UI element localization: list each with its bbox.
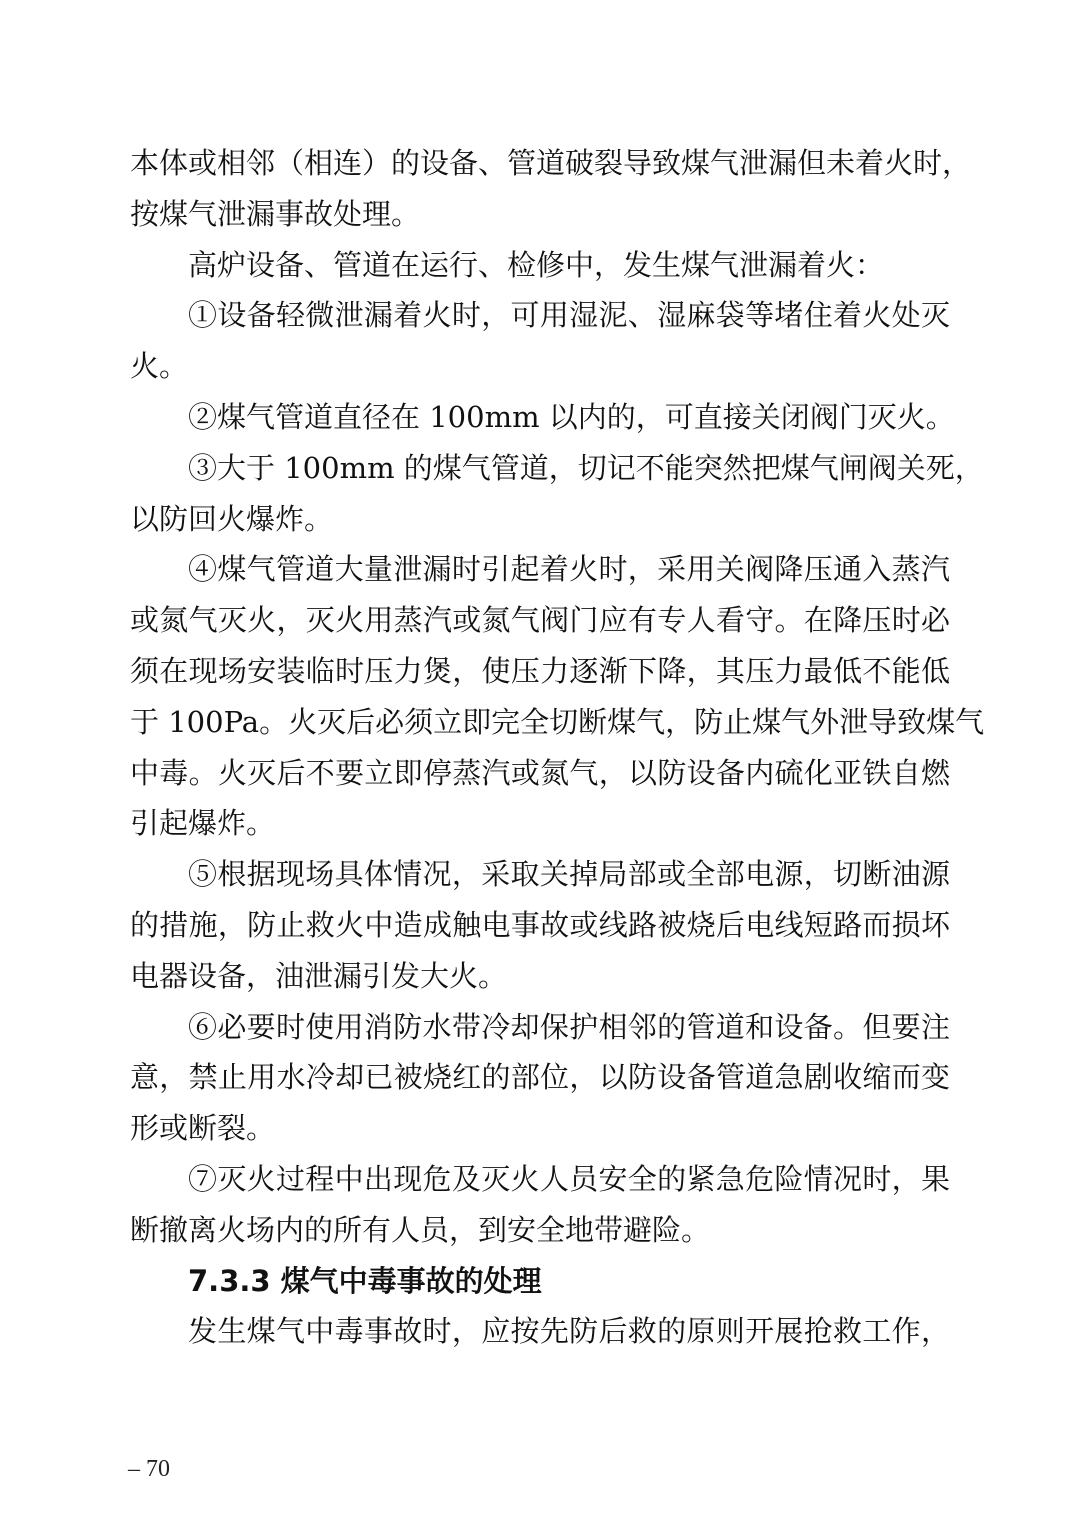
document-body — [130, 138, 985, 1357]
text-line: 中毒。火灭后不要立即停蒸汽或氮气，以防设备内硫化亚铁自燃 — [130, 755, 950, 790]
text-line: 引起爆炸。 — [130, 806, 276, 841]
page-number: – 70 — [128, 1456, 170, 1482]
text-line: 按煤气泄漏事故处理。 — [130, 196, 421, 231]
text-line: 高炉设备、管道在运行、检修中，发生煤气泄漏着火： — [188, 247, 885, 282]
text-line: 以防回火爆炸。 — [130, 501, 334, 536]
text-line: 断撤离火场内的所有人员，到安全地带避险。 — [130, 1212, 711, 1247]
text-line: 或氮气灭火，灭火用蒸汽或氮气阀门应有专人看守。在降压时必 — [130, 603, 950, 638]
section-heading: 7.3.3 煤气中毒事故的处理 — [188, 1263, 542, 1298]
text-line: 本体或相邻（相连）的设备、管道破裂导致煤气泄漏但未着火时， — [130, 146, 972, 180]
text-line: 于 100Pa。火灭后必须立即完全切断煤气，防止煤气外泄导致煤气 — [130, 704, 985, 739]
text-line: ④煤气管道大量泄漏时引起着火时，采用关阀降压通入蒸汽 — [188, 552, 950, 587]
text-line: ②煤气管道直径在 100mm 以内的，可直接关闭阀门灭火。 — [188, 399, 955, 434]
text-line: 火。 — [130, 349, 189, 384]
text-line: ①设备轻微泄漏着火时，可用湿泥、湿麻袋等堵住着火处灭 — [188, 298, 950, 333]
text-line: ③大于 100mm 的煤气管道，切记不能突然把煤气闸阀关死， — [188, 450, 984, 485]
text-line: ⑤根据现场具体情况，采取关掉局部或全部电源，切断油源 — [188, 857, 950, 892]
text-line: 发生煤气中毒事故时，应按先防后救的原则开展抢救工作， — [188, 1314, 950, 1349]
text-line: 的措施，防止救火中造成触电事故或线路被烧后电线短路而损坏 — [130, 907, 950, 942]
text-line: 形或断裂。 — [130, 1111, 276, 1146]
text-line: 须在现场安装临时压力煲，使压力逐渐下降，其压力最低不能低 — [130, 653, 950, 688]
text-line: 电器设备，油泄漏引发大火。 — [130, 958, 508, 993]
text-line: 意，禁止用水冷却已被烧红的部位，以防设备管道急剧收缩而变 — [130, 1060, 950, 1095]
text-line: ⑦灭火过程中出现危及灭火人员安全的紧急危险情况时，果 — [188, 1161, 950, 1196]
text-line: ⑥必要时使用消防水带冷却保护相邻的管道和设备。但要注 — [188, 1009, 950, 1044]
